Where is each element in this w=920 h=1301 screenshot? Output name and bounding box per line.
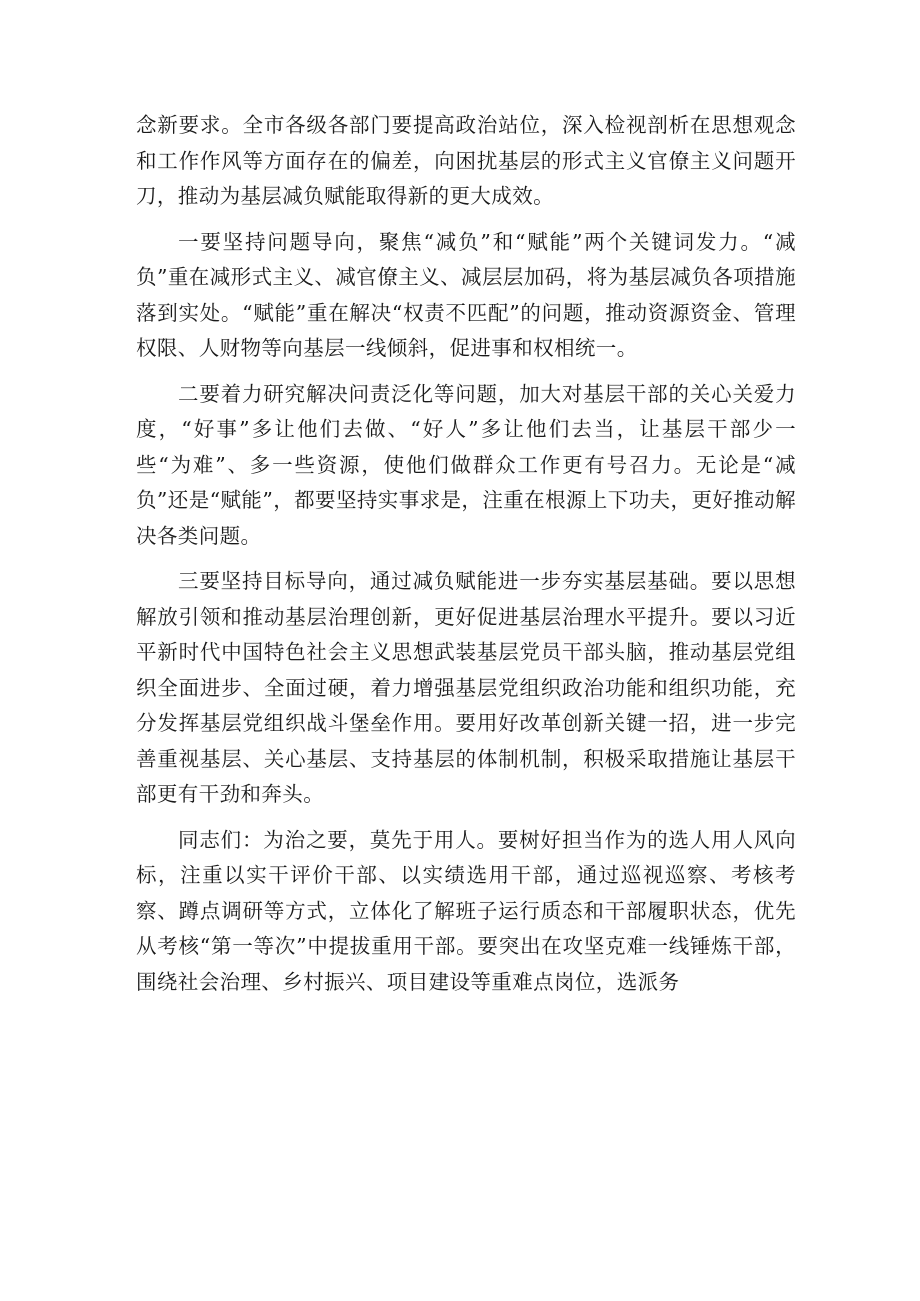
paragraph-3: 二要着力研究解决问责泛化等问题，加大对基层干部的关心关爱力度，“好事”多让他们去做、“好人”多让他们去当，让基层干部少一些“为难”、多一些资源，使他们做群众工作更有号召力。无论是“减负”还是“赋能”，都要坚持实事求是，注重在根源上下功夫，更好推动解决各类问题。 <box>136 381 796 548</box>
paragraph-gap <box>136 215 796 225</box>
paragraph-gap <box>136 367 796 377</box>
paragraph-gap <box>136 813 796 823</box>
document-page <box>136 108 796 1000</box>
paragraph-5: 同志们：为治之要，莫先于用人。要树好担当作为的选人用人风向标，注重以实干评价干部、以实绩选用干部，通过巡视巡察、考核考察、蹲点调研等方式，立体化了解班子运行质态和干部履职状态，优先从考核“第一等次”中提拔重用干部。要突出在攻坚克难一线锤炼干部，围绕社会治理、乡村振兴、项目建设等重难点岗位，选派务 <box>136 827 796 994</box>
paragraph-gap <box>136 554 796 564</box>
paragraph-4: 三要坚持目标导向，通过减负赋能进一步夯实基层基础。要以思想解放引领和推动基层治理创新，更好促进基层治理水平提升。要以习近平新时代中国特色社会主义思想武装基层党员干部头脑，推动基层党组织全面进步、全面过硬，着力增强基层党组织政治功能和组织功能，充分发挥基层党组织战斗堡垒作用。要用好改革创新关键一招，进一步完善重视基层、关心基层、支持基层的体制机制，积极采取措施让基层干部更有干劲和奔头。 <box>136 569 796 806</box>
paragraph-2: 一要坚持问题导向，聚焦“减负”和“赋能”两个关键词发力。“减负”重在减形式主义、减官僚主义、减层层加码，将为基层减负各项措施落到实处。“赋能”重在解决“权责不匹配”的问题，推动资源资金、管理权限、人财物等向基层一线倾斜，促进事和权相统一。 <box>136 229 796 360</box>
paragraph-1: 念新要求。全市各级各部门要提高政治站位，深入检视剖析在思想观念和工作作风等方面存在的偏差，向困扰基层的形式主义官僚主义问题开刀，推动为基层减负赋能取得新的更大成效。 <box>136 113 796 208</box>
